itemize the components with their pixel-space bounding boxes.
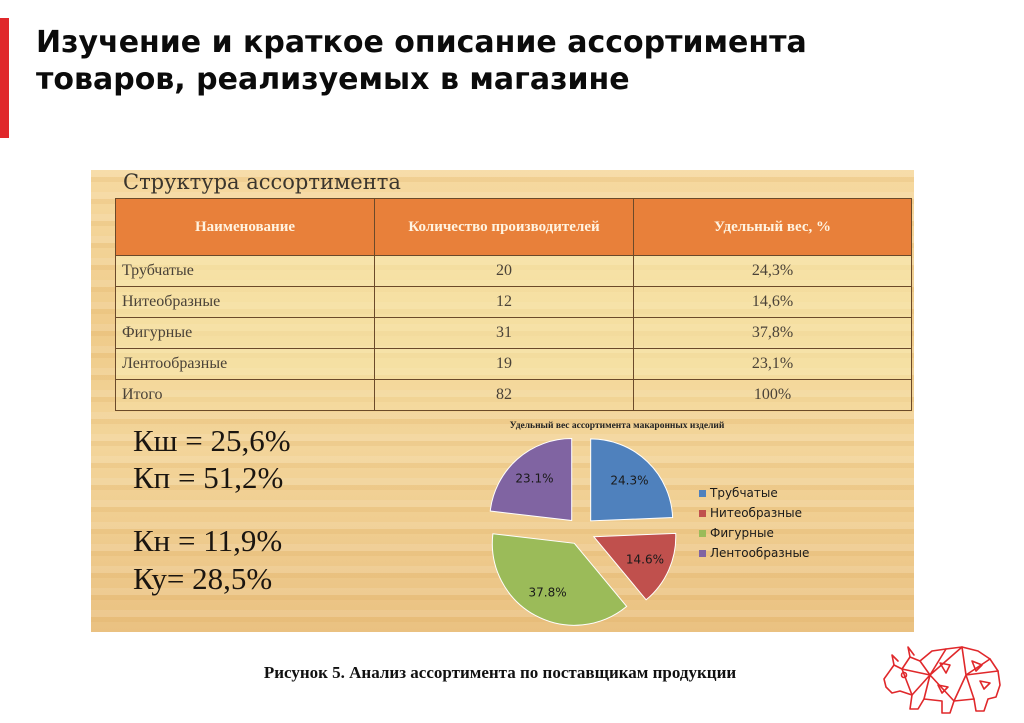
cell-name: Трубчатые bbox=[116, 256, 375, 287]
cell-share: 14,6% bbox=[634, 287, 912, 318]
legend-label: Лентообразные bbox=[710, 546, 810, 560]
chart-legend bbox=[699, 486, 809, 560]
chart-title: Удельный вес ассортимента макаронных изделий bbox=[509, 421, 725, 431]
accent-bar bbox=[0, 18, 9, 138]
coefficient-kp: Кп = 51,2% bbox=[133, 460, 284, 495]
header-name: Наименование bbox=[116, 199, 375, 256]
table-row-total bbox=[116, 380, 912, 411]
rhino-logo-icon bbox=[880, 635, 1008, 715]
cell-name: Лентообразные bbox=[116, 349, 375, 380]
slide-title-line-1: Изучение и краткое описание ассортимента bbox=[36, 25, 807, 60]
coefficient-ku: Ку= 28,5% bbox=[133, 561, 273, 596]
share-pie-chart bbox=[451, 417, 911, 632]
pie-slices bbox=[490, 439, 676, 626]
figure-heading: Структура ассортимента bbox=[123, 170, 401, 194]
cell-name: Нитеобразные bbox=[116, 287, 375, 318]
legend-swatch bbox=[699, 530, 706, 537]
pie-data-label: 24.3% bbox=[610, 473, 649, 488]
cell-name: Итого bbox=[116, 380, 375, 411]
legend-swatch bbox=[699, 550, 706, 557]
header-share: Удельный вес, % bbox=[634, 199, 912, 256]
cell-producers: 19 bbox=[375, 349, 634, 380]
legend-swatch bbox=[699, 510, 706, 517]
legend-label: Нитеобразные bbox=[710, 506, 802, 520]
cell-producers: 82 bbox=[375, 380, 634, 411]
legend-label: Фигурные bbox=[710, 526, 774, 540]
header-producers: Количество производителей bbox=[375, 199, 634, 256]
coefficient-ksh: Кш = 25,6% bbox=[133, 423, 291, 458]
cell-name: Фигурные bbox=[116, 318, 375, 349]
pie-data-label: 14.6% bbox=[625, 552, 665, 567]
pie-data-label: 23.1% bbox=[515, 471, 554, 486]
legend-swatch bbox=[699, 490, 706, 497]
slide-title bbox=[36, 24, 1000, 98]
table-header-row bbox=[116, 199, 912, 256]
legend-label: Трубчатые bbox=[710, 486, 778, 500]
table-row bbox=[116, 349, 912, 380]
pie-data-label: 37.8% bbox=[528, 585, 567, 600]
cell-producers: 31 bbox=[375, 318, 634, 349]
cell-share: 100% bbox=[634, 380, 912, 411]
cell-producers: 12 bbox=[375, 287, 634, 318]
cell-share: 24,3% bbox=[634, 256, 912, 287]
cell-share: 37,8% bbox=[634, 318, 912, 349]
table-row bbox=[116, 256, 912, 287]
coefficient-kn: Кн = 11,9% bbox=[133, 523, 283, 558]
cell-share: 23,1% bbox=[634, 349, 912, 380]
table-row bbox=[116, 287, 912, 318]
assortment-figure bbox=[91, 170, 914, 632]
figure-caption: Рисунок 5. Анализ ассортимента по поставщикам продукции bbox=[263, 663, 737, 682]
slide-title-line-2: товаров, реализуемых в магазине bbox=[36, 62, 630, 97]
cell-producers: 20 bbox=[375, 256, 634, 287]
assortment-table bbox=[115, 198, 912, 411]
table-row bbox=[116, 318, 912, 349]
